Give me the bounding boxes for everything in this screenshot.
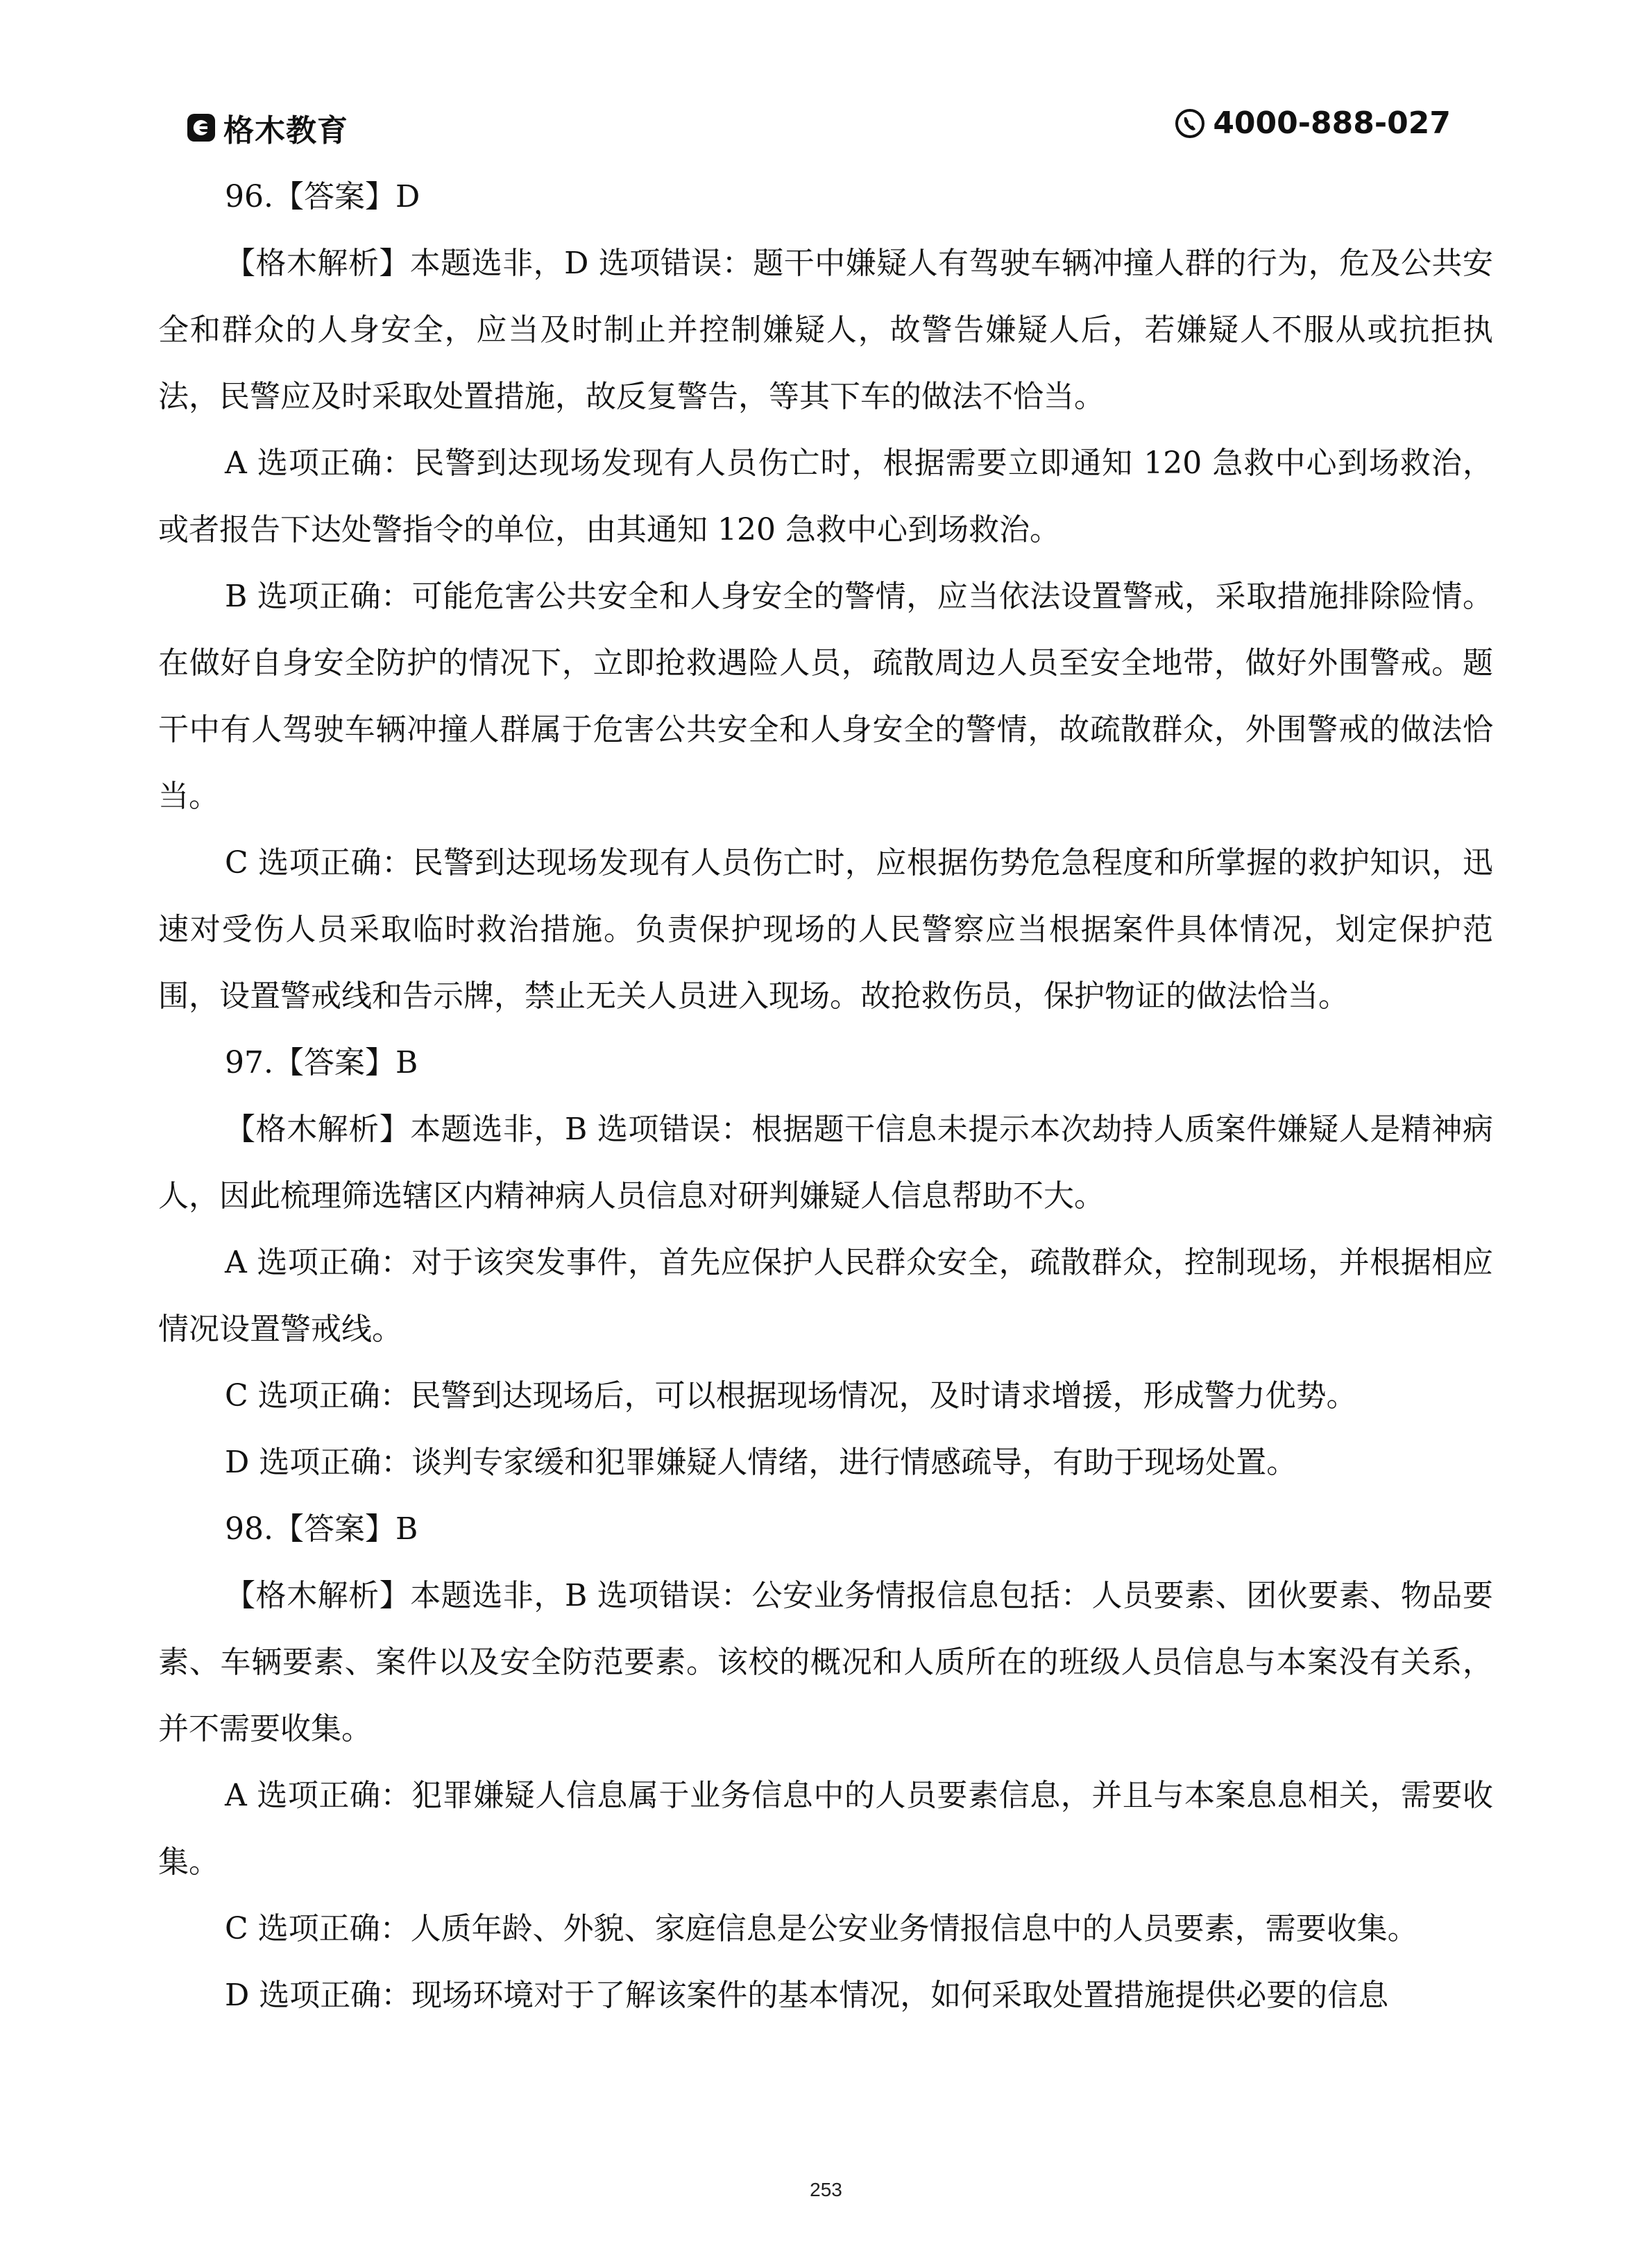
paragraph: C 选项正确：人质年龄、外貌、家庭信息是公安业务情报信息中的人员要素，需要收集。 (225, 1911, 1418, 1946)
paragraph: B 选项正确：可能危害公共安全和人身安全的警情，应当依法设置警戒，采取措施排除险情。在做好自身安全防护的情况下，立即抢救遇险人员，疏散周边人员至安全地带，做好外围警戒。题干中有人驾驶车辆冲撞人群属于危害公共安全和人身安全的警情，故疏散群众，外围警戒的做法恰当。 (158, 579, 1493, 814)
phone-number: 4000-888-027 (1213, 105, 1451, 141)
brand-logo-icon (186, 112, 216, 143)
paragraph: 98.【答案】B (225, 1511, 418, 1547)
paragraph: 96.【答案】D (225, 179, 420, 214)
paragraph: C 选项正确：民警到达现场后，可以根据现场情况，及时请求增援，形成警力优势。 (225, 1378, 1357, 1413)
page-footer (0, 2179, 1652, 2201)
paragraph: D 选项正确：谈判专家缓和犯罪嫌疑人情绪，进行情感疏导，有助于现场处置。 (225, 1445, 1297, 1480)
page-header (158, 97, 1451, 153)
brand (186, 105, 348, 150)
page-number: 253 (810, 2179, 842, 2200)
paragraph: 【格木解析】本题选非，B 选项错误：公安业务情报信息包括：人员要素、团伙要素、物品要素、车辆要素、案件以及安全防范要素。该校的概况和人质所在的班级人员信息与本案没有关系，并不需要收集。 (158, 1578, 1493, 1747)
phone-contact (1174, 105, 1451, 141)
brand-name: 格木教育 (223, 113, 348, 148)
paragraph: A 选项正确：对于该突发事件，首先应保护人民群众安全，疏散群众，控制现场，并根据相应情况设置警戒线。 (158, 1245, 1493, 1347)
paragraph: C 选项正确：民警到达现场发现有人员伤亡时，应根据伤势危急程度和所掌握的救护知识，迅速对受伤人员采取临时救治措施。负责保护现场的人民警察应当根据案件具体情况，划定保护范围，设置警戒线和告示牌，禁止无关人员进入现场。故抢救伤员，保护物证的做法恰当。 (158, 845, 1493, 1014)
document-body (158, 164, 1493, 2029)
paragraph: D 选项正确：现场环境对于了解该案件的基本情况，如何采取处置措施提供必要的信息 (225, 1978, 1389, 2013)
paragraph: A 选项正确：犯罪嫌疑人信息属于业务信息中的人员要素信息，并且与本案息息相关，需要收集。 (158, 1778, 1493, 1880)
paragraph: 【格木解析】本题选非，D 选项错误：题干中嫌疑人有驾驶车辆冲撞人群的行为，危及公共安全和群众的人身安全，应当及时制止并控制嫌疑人，故警告嫌疑人后，若嫌疑人不服从或抗拒执法，民警应及时采取处置措施，故反复警告，等其下车的做法不恰当。 (158, 246, 1493, 414)
paragraph: 97.【答案】B (225, 1045, 418, 1080)
paragraph: 【格木解析】本题选非，B 选项错误：根据题干信息未提示本次劫持人质案件嫌疑人是精神病人，因此梳理筛选辖区内精神病人员信息对研判嫌疑人信息帮助不大。 (158, 1112, 1493, 1214)
paragraph: A 选项正确：民警到达现场发现有人员伤亡时，根据需要立即通知 120 急救中心到场救治，或者报告下达处警指令的单位，由其通知 120 急救中心到场救治。 (158, 445, 1493, 547)
phone-icon (1174, 108, 1206, 139)
